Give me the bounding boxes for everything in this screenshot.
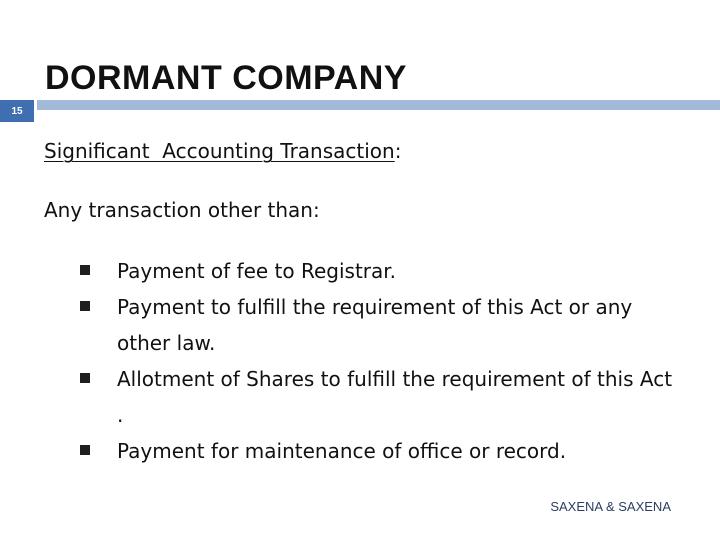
- bullet-item: [80, 361, 680, 433]
- bullet-list: [80, 253, 680, 469]
- section-heading-colon: :: [394, 139, 402, 163]
- bullet-text: Allotment of Shares to fulfill the requirement of this Act .: [117, 367, 673, 427]
- bullet-item: [80, 289, 680, 361]
- bullet-text: Payment to fulfill the requirement of this Act or any other law.: [117, 295, 633, 355]
- intro-text: Any transaction other than:: [44, 198, 320, 222]
- slide-number: 15: [11, 105, 23, 117]
- square-bullet-icon: [80, 265, 90, 275]
- square-bullet-icon: [80, 301, 90, 311]
- square-bullet-icon: [80, 445, 90, 455]
- bullet-item: [80, 433, 680, 469]
- footer-text: SAXENA & SAXENA: [550, 499, 671, 514]
- section-heading: [44, 137, 401, 165]
- bullet-text: Payment for maintenance of office or record.: [117, 439, 567, 463]
- section-heading-text: Significant Accounting Transaction: [44, 139, 395, 163]
- bullet-text: Payment of fee to Registrar.: [117, 259, 397, 283]
- title-underline-bar: [37, 100, 720, 110]
- bullet-item: [80, 253, 680, 289]
- square-bullet-icon: [80, 373, 90, 383]
- slide-title: DORMANT COMPANY: [45, 59, 407, 97]
- slide-number-badge: [0, 100, 34, 122]
